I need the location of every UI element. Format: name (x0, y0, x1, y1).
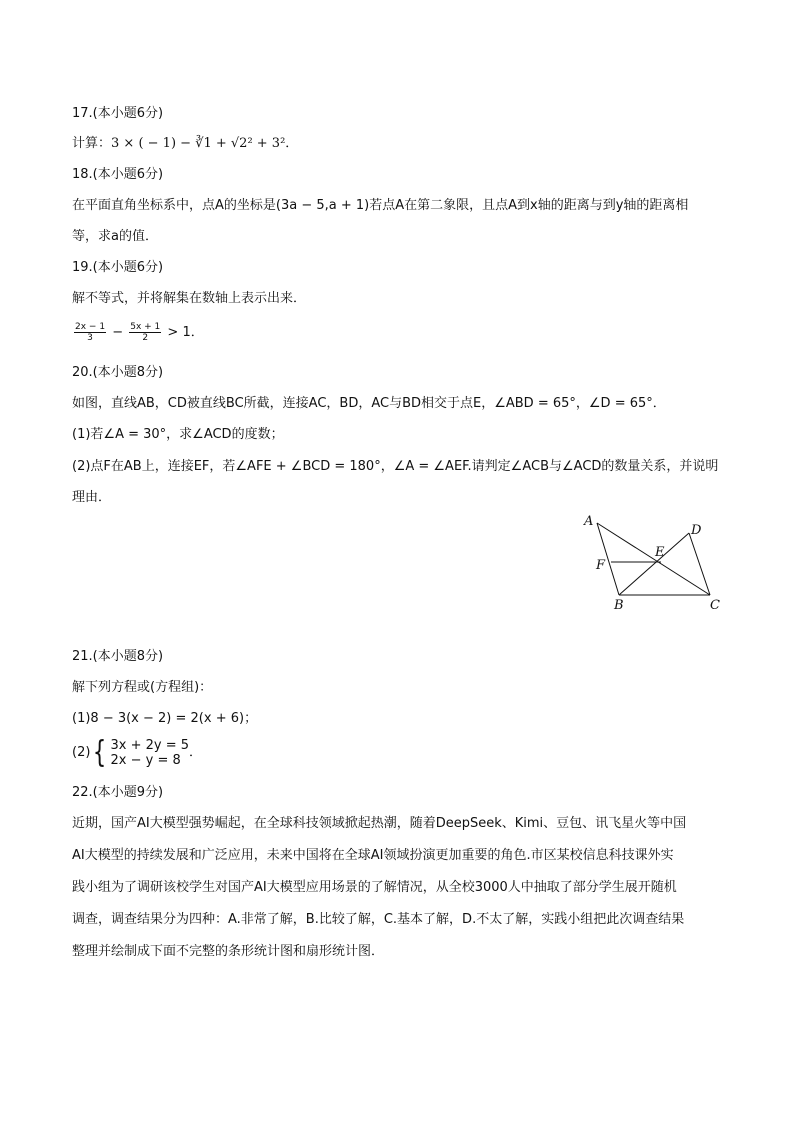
equation-system (111, 738, 190, 768)
segment-CD (689, 533, 710, 595)
segment-BD (619, 533, 689, 595)
q22-header: 22.(本小题9分) (72, 785, 164, 800)
q19-fraction-2: $\frac{5x + 1}{2}$ (130, 322, 161, 343)
label-F: F (596, 558, 606, 573)
q19-line1: 解不等式，并将解集在数轴上表示出来． (72, 291, 307, 306)
q19-tail: > 1． (167, 325, 204, 340)
q19-inequality (72, 321, 204, 345)
label-E: E (655, 545, 665, 560)
q20-header: 20.(本小题8分) (72, 365, 164, 380)
q22-line4: 调查，调查结果分为四种：A.非常了解，B.比较了解，C.基本了解，D.不太了解，实践小组把此次调查结果 (72, 912, 685, 927)
q20-geometry-figure (580, 512, 730, 616)
q21-header: 21.(本小题8分) (72, 649, 164, 664)
q21-part2-label: (2) (72, 745, 91, 760)
brace-icon: { (93, 734, 107, 770)
q19-fraction-1: $\frac{2x - 1}{3}$ (75, 322, 106, 343)
q18-line1: 在平面直角坐标系中，点A的坐标是(3a − 5,a + 1)若点A在第二象限，且点A到x轴的距离与到y轴的距离相 (72, 198, 689, 213)
q17-expression: 3 × ( − 1) − ∛1 + √2² + 3²． (111, 136, 299, 151)
q20-line4: 理由． (72, 490, 112, 505)
equation-2: 2x − y = 8 (110, 752, 181, 768)
label-D: D (691, 523, 702, 538)
q18-line2: 等，求a的值． (72, 229, 158, 244)
q17-problem (72, 135, 298, 153)
q21-eq-tail: ． (189, 745, 203, 760)
q18-header: 18.(本小题6分) (72, 167, 164, 182)
q21-system (72, 734, 203, 770)
q20-line3: (2)点F在AB上，连接EF，若∠AFE + ∠BCD = 180°，∠A = ∠AEF.请判定∠ACB与∠ACD的数量关系，并说明 (72, 459, 719, 474)
equation-1: 3x + 2y = 5 (110, 737, 190, 753)
q20-line1: 如图，直线AB，CD被直线BC所截，连接AC，BD，AC与BD相交于点E，∠ABD = 65°，∠D = 65°． (72, 396, 666, 411)
label-A: A (584, 514, 594, 529)
q22-line3: 践小组为了调研该校学生对国产AI大模型应用场景的了解情况，从全校3000人中抽取了部分学生展开随机 (72, 880, 677, 895)
q21-line2: (1)8 − 3(x − 2) = 2(x + 6)； (72, 711, 258, 726)
q22-line2: AI大模型的持续发展和广泛应用，未来中国将在全球AI领域扮演更加重要的角色.市区某校信息科技课外实 (72, 848, 674, 863)
q22-line5: 整理并绘制成下面不完整的条形统计图和扇形统计图． (72, 944, 385, 959)
q17-prefix: 计算： (72, 136, 112, 151)
label-B: B (614, 598, 624, 613)
q22-line1: 近期，国产AI大模型强势崛起，在全球科技领域掀起热潮，随着DeepSeek、Kimi、豆包、讯飞星火等中国 (72, 816, 687, 831)
q21-line1: 解下列方程或(方程组)： (72, 680, 213, 695)
q19-minus: − (112, 325, 124, 340)
q19-header: 19.(本小题6分) (72, 260, 164, 275)
q20-line2: (1)若∠A = 30°，求∠ACD的度数； (72, 427, 284, 442)
q17-header: 17.(本小题6分) (72, 106, 164, 121)
label-C: C (710, 598, 720, 613)
